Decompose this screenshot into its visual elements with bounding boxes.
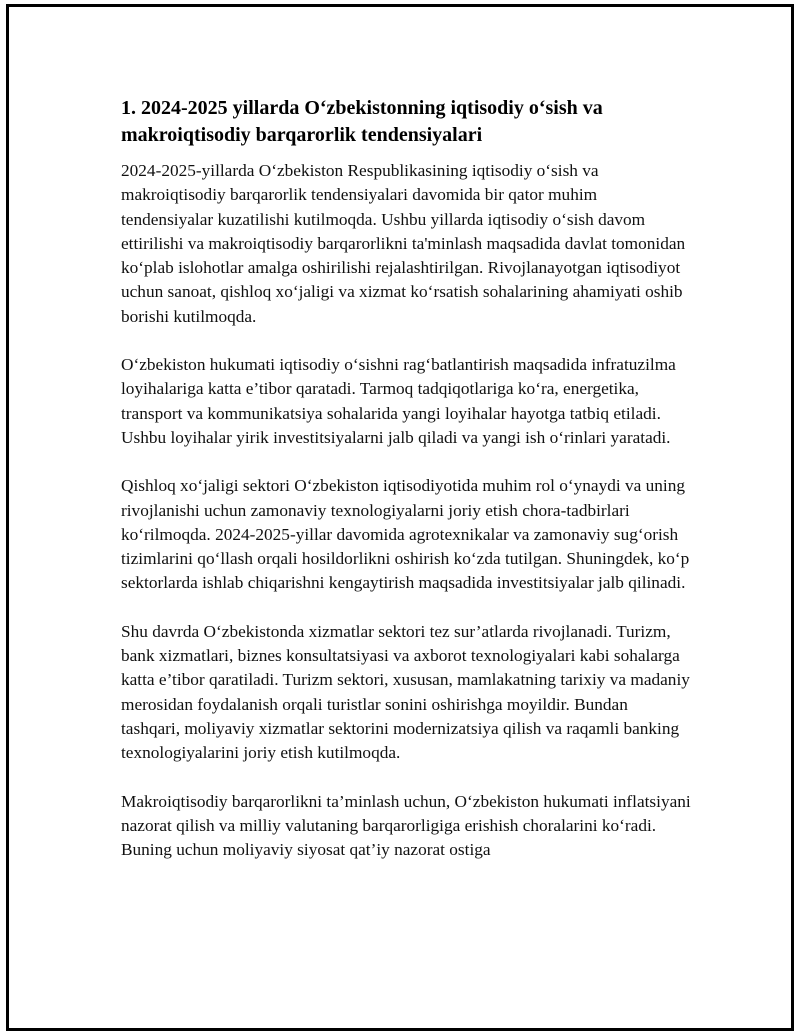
paragraph-5: Makroiqtisodiy barqarorlikni ta’minlash uchun, O‘zbekiston hukumati inflatsiyani nazorat qilish va milliy valutaning barqarorligiga erishish choralarini ko‘radi. Buning uchun moliyaviy siyosat qat’iy nazorat ostiga [121, 791, 691, 860]
paragraph-1: 2024-2025-yillarda O‘zbekiston Respublikasining iqtisodiy o‘sish va makroiqtisodiy barqarorlik tendensiyalari davomida bir qator muhim tendensiyalar kuzatilishi kutilmoqda. Ushbu yillarda iqtisodiy o‘sish davom ettirilishi va makroiqtisodiy barqarorlikni ta'minlash maqsadida davlat tomonidan ko‘plab islohotlar amalga oshirilishi rejalashtirilgan. Rivojlanayotgan iqtisodiyot uchun sanoat, qishloq xo‘jaligi va xizmat ko‘rsatish sohalarining ahamiyati oshib borishi kutilmoqda. [121, 161, 686, 326]
paragraph-2: O‘zbekiston hukumati iqtisodiy o‘sishni rag‘batlantirish maqsadida infratuzilma loyihalariga katta e’tibor qaratadi. Tarmoq tadqiqotlariga ko‘ra, energetika, transport va kommunikatsiya sohalarida yangi loyihalar hayotga tatbiq etiladi. Ushbu loyihalar yirik investitsiyalarni jalb qiladi va yangi ish o‘rinlari yaratadi. [121, 355, 676, 447]
document-page [6, 4, 794, 1031]
paragraph-3: Qishloq xo‘jaligi sektori O‘zbekiston iqtisodiyotida muhim rol o‘ynaydi va uning rivojlanishi uchun zamonaviy texnologiyalarni joriy etish chora-tadbirlari ko‘rilmoqda. 2024-2025-yillar davomida agrotexnikalar va zamonaviy sug‘orish tizimlarini qo‘llash orqali hosildorlikni oshirish ko‘zda tutilgan. Shuningdek, ko‘p sektorlarda ishlab chiqarishni kengaytirish maqsadida investitsiyalar jalb qilinadi. [121, 476, 690, 593]
document-content [121, 95, 691, 886]
paragraph-4: Shu davrda O‘zbekistonda xizmatlar sektori tez sur’atlarda rivojlanadi. Turizm, bank xizmatlari, biznes konsultatsiyasi va axborot texnologiyalari kabi sohalarga katta e’tibor qaratiladi. Turizm sektori, xususan, mamlakatning tarixiy va madaniy merosidan foydalanish orqali turistlar sonini oshirishga moyildir. Bundan tashqari, moliyaviy xizmatlar sektorini modernizatsiya qilish va raqamli banking texnologiyalarini joriy etish kutilmoqda. [121, 621, 690, 763]
section-heading: 1. 2024-2025 yillarda O‘zbekistonning iqtisodiy o‘sish va makroiqtisodiy barqarorlik tendensiyalari [121, 97, 603, 146]
